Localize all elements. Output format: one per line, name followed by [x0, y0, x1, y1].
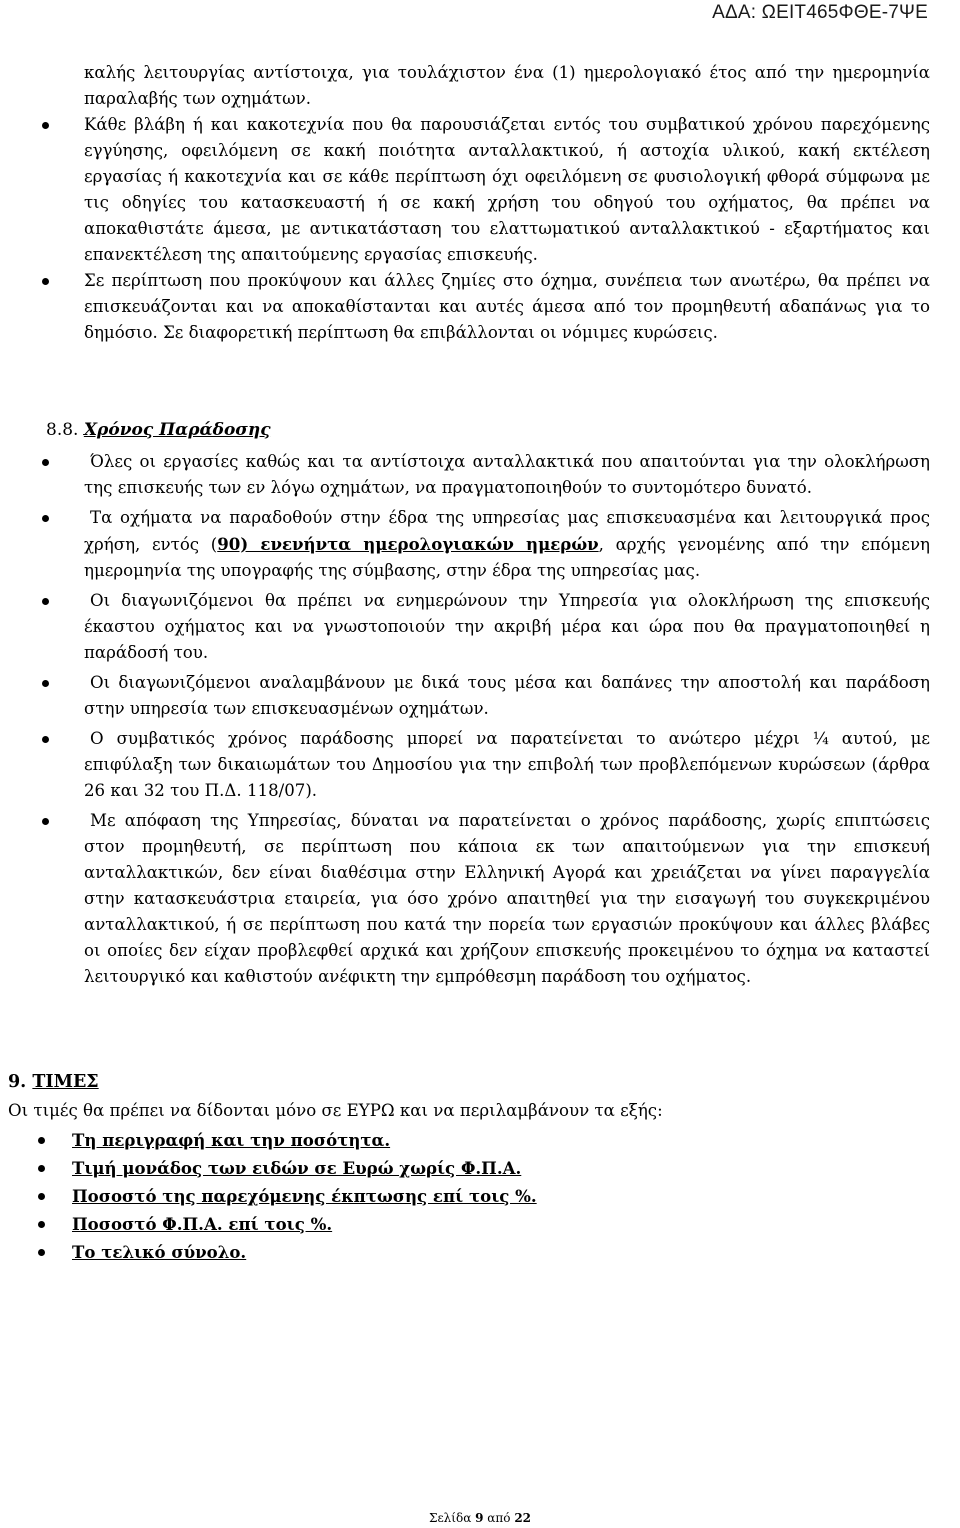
- section-title: ΤΙΜΕΣ: [32, 1072, 99, 1092]
- list-item: Ο συμβατικός χρόνος παράδοσης μπορεί να παρατείνεται το ανώτερο μέχρι ¼ αυτού, με επιφύλαξη των δικαιωμάτων του Δημοσίου για την επιβολή των προβλεπόμενων κυρώσεων (άρθρα 26 και 32 του Π.Δ. 118/07).: [84, 726, 930, 804]
- bullet-icon: [42, 122, 49, 129]
- prices-intro: Οι τιμές θα πρέπει να δίδονται μόνο σε ΕΥΡΩ και να περιλαμβάνουν τα εξής:: [8, 1101, 663, 1120]
- list-item: Σε περίπτωση που προκύψουν και άλλες ζημίες στο όχημα, συνέπεια των ανωτέρω, θα πρέπει να επισκευάζονται και να αποκαθίστανται και αυτές άμεσα από τον προμηθευτή αδαπάνως για το δημόσιο. Σε διαφορετική περίπτωση θα επιβάλλονται οι νόμιμες κυρώσεις.: [84, 268, 930, 346]
- bullet-icon: [42, 598, 49, 605]
- list-item: Όλες οι εργασίες καθώς και τα αντίστοιχα ανταλλακτικά που απαιτούνται για την ολοκλήρωση της επισκευής των εν λόγω οχημάτων, να πραγματοποιηθούν το συντομότερο δυνατό.: [84, 449, 930, 501]
- list-item: Κάθε βλάβη ή και κακοτεχνία που θα παρουσιάζεται εντός του συμβατικού χρόνου παρεχόμενης εγγύησης, οφειλόμενη σε κακή ποιότητα ανταλλακτικού, ή αστοχία υλικού, κακή εκτέλεση εργασίας ή κακοτεχνία και σε κάθε περίπτωση όχι οφειλόμενη σε φυσιολογική φθορά σύμφωνα με τις οδηγίες του κατασκευαστή ή σε κακή χρήση του οδηγού του οχήματος, θα πρέπει να αποκαθιστάτε άμεσα, με αντικατάσταση του ελαττωματικού ανταλλακτικού - εξαρτήματος και επανεκτέλεση της απαιτούμενης εργασίας επισκευής.: [84, 112, 930, 268]
- price-item-description: Τη περιγραφή και την ποσότητα.: [72, 1130, 391, 1150]
- total-pages: 22: [514, 1511, 532, 1525]
- current-page-number: 9: [475, 1511, 484, 1525]
- price-item-discount: Ποσοστό της παρεχόμενης έκπτωσης επί τοις %.: [72, 1186, 537, 1206]
- list-item: Οι διαγωνιζόμενοι αναλαμβάνουν με δικά τους μέσα και δαπάνες την αποστολή και παράδοση στην υπηρεσία των επισκευασμένων οχημάτων.: [84, 670, 930, 722]
- bullet-icon: [38, 1249, 45, 1256]
- list-item: Τα οχήματα να παραδοθούν στην έδρα της υπηρεσίας μας επισκευασμένα και λειτουργικά προς χρήση, εντός (90) ενενήντα ημερολογιακών ημερών, αρχής γενομένης από την επόμενη ημερομηνία της υπογραφής της σύμβασης, στην έδρα της υπηρεσίας μας.: [84, 505, 930, 584]
- bullet-icon: [42, 736, 49, 743]
- delivery-bullet-list: [84, 449, 930, 990]
- section-number: 9.: [8, 1072, 27, 1092]
- price-item-total: Το τελικό σύνολο.: [72, 1242, 247, 1262]
- ada-code: ΑΔΑ: ΩΕΙΤ465ΦΘΕ-7ΨΕ: [712, 2, 928, 23]
- warranty-bullet-list: [84, 112, 930, 346]
- bullet-icon: [42, 278, 49, 285]
- bullet-icon: [38, 1165, 45, 1172]
- bullet-icon: [38, 1193, 45, 1200]
- bullet-icon: [38, 1137, 45, 1144]
- bullet-icon: [42, 515, 49, 522]
- section-title: Χρόνος Παράδοσης: [83, 420, 271, 440]
- continuation-paragraph: καλής λειτουργίας αντίστοιχα, για τουλάχιστον ένα (1) ημερολογιακό έτος από την ημερομηνία παραλαβής των οχημάτων.: [84, 63, 930, 108]
- bullet-icon: [42, 459, 49, 466]
- section-heading-8-8: [46, 420, 271, 440]
- page-footer: Σελίδα 9 από 22: [428, 1511, 532, 1525]
- price-item-unit-price: Τιμή μονάδος των ειδών σε Ευρώ χωρίς Φ.Π.Α.: [72, 1158, 522, 1178]
- list-item: Οι διαγωνιζόμενοι θα πρέπει να ενημερώνουν την Υπηρεσία για ολοκλήρωση της επισκευής έκαστου οχήματος και να γνωστοποιούν την ακριβή μέρα και ώρα που θα πραγματοποιηθεί η παράδοσή του.: [84, 588, 930, 666]
- price-item-vat: Ποσοστό Φ.Π.Α. επί τοις %.: [72, 1214, 333, 1234]
- section-number: 8.8.: [46, 420, 79, 440]
- bullet-icon: [38, 1221, 45, 1228]
- bullet-icon: [42, 680, 49, 687]
- section-heading-9: [8, 1072, 99, 1092]
- bullet-icon: [42, 818, 49, 825]
- list-item: Με απόφαση της Υπηρεσίας, δύναται να παρατείνεται ο χρόνος παράδοσης, χωρίς επιπτώσεις στον προμηθευτή, σε περίπτωση που κάποια εκ των απαιτούμενων για την επισκευή ανταλλακτικών, δεν είναι διαθέσιμα στην Ελληνική Αγορά και χρειάζεται να γίνει παραγγελία στην κατασκευάστρια εταιρεία, για όσο χρόνο απαιτηθεί για την εισαγωγή του συγκεκριμένου ανταλλακτικού, ή σε περίπτωση που κατά την πορεία των εργασιών προκύψουν και άλλες βλάβες οι οποίες δεν είχαν προβλεφθεί αρχικά και χρήζουν επισκευής προκειμένου το όχημα να καταστεί λειτουργικό και καθιστούν ανέφικτη την εμπρόθεσμη παράδοση του οχήματος.: [84, 808, 930, 990]
